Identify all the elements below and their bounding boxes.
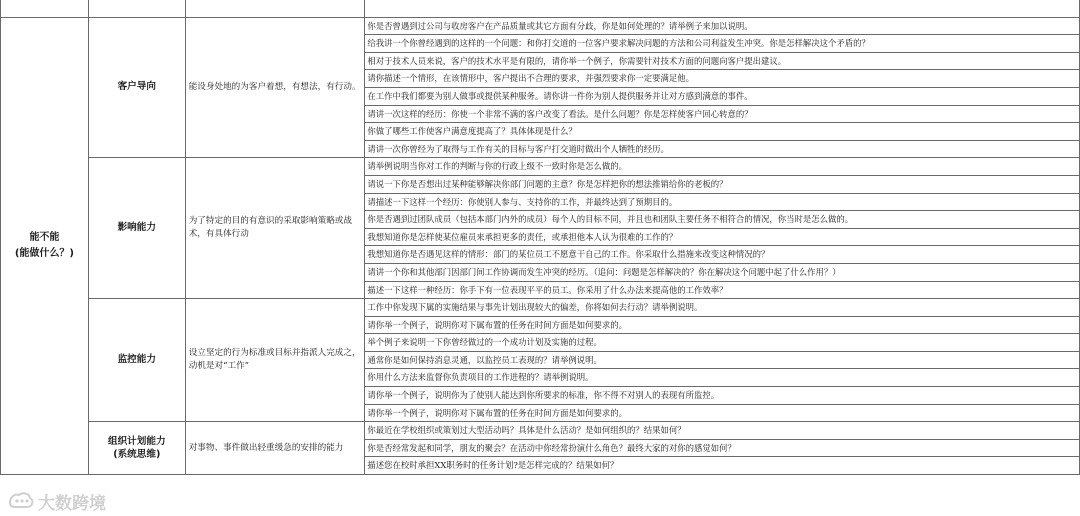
question-cell: 我想知道你是怎样使某位雇员来承担更多的责任，或承担他本人认为很难的工作的？ — [365, 228, 1080, 246]
question-cell: 你做了哪些工作使客户满意度提高了？具体体现是什么？ — [365, 123, 1080, 141]
question-cell: 通常你是如何保持消息灵通，以监控员工表现的？请举例说明。 — [365, 351, 1080, 369]
competency-name-line1: 组织计划能力 — [108, 436, 166, 448]
competency-name: 监控能力 — [88, 299, 185, 422]
table-row — [1, 158, 1080, 176]
table-row — [1, 299, 1080, 317]
blank-cell — [88, 0, 185, 17]
competency-name-line2: (系统思维) — [113, 449, 161, 461]
question-cell: 描述您在校时承担XX职务时的任务计划?是怎样完成的？结果如何？ — [365, 457, 1080, 475]
competency-description: 为了特定的目的有意识的采取影响策略或战术，有具体行动 — [185, 158, 365, 299]
competency-description: 设立坚定的行为标准或目标并指派人完成之，动机是对“工作” — [185, 299, 365, 422]
watermark-text: 大数跨境 — [38, 493, 106, 514]
question-cell: 描述一下这样一种经历：你手下有一位表现平平的员工。你采用了什么办法来提高他的工作效率？ — [365, 281, 1080, 299]
question-cell: 你用什么方法来监督你负责项目的工作进程的？请举例说明。 — [365, 369, 1080, 387]
competency-description: 能设身处地的为客户着想，有想法，有行动。 — [185, 17, 365, 158]
question-cell: 你是否曾遇到过公司与收房客户在产品质量或其它方面有分歧，你是如何处理的？请举例子来加以说明。 — [365, 17, 1080, 35]
question-cell: 请你描述一个情形，在该情形中，客户提出不合理的要求，并强烈要求你一定要满足他。 — [365, 70, 1080, 88]
question-cell: 请你举一个例子，说明你对下属布置的任务在时间方面是如何要求的。 — [365, 404, 1080, 422]
question-cell: 相对于技术人员来说，客户的技术水平是有限的，请你举一个例子，你需要针对技术方面的问题向客户提出建议。 — [365, 52, 1080, 70]
competency-name: 客户导向 — [88, 17, 185, 158]
question-cell: 请描述一下这样一个经历：你使别人参与、支持你的工作，并最终达到了预期目的。 — [365, 193, 1080, 211]
question-cell: 请你举一个例子，说明你对下属布置的任务在时间方面是如何要求的。 — [365, 316, 1080, 334]
question-cell: 在工作中我们都要为别人做事或提供某种服务。请你讲一件你为别人提供服务并让对方感到满意的事件。 — [365, 87, 1080, 105]
main-category-cell — [1, 0, 89, 17]
question-cell: 你最近在学校组织或策划过大型活动吗？具体是什么活动？是如何组织的？结果如何？ — [365, 422, 1080, 440]
question-cell: 请举例说明当你对工作的判断与你的行政上级不一致时你是怎么做的。 — [365, 158, 1080, 176]
main-category-title: 能不能 — [29, 231, 60, 243]
competency-description: 对事物、事件做出轻重缓急的安排的能力 — [185, 422, 365, 475]
question-cell: 请讲一个你和其他部门因部门间工作协调而发生冲突的经历。（追问：问题是怎样解决的？你在解决这个问题中起了什么作用？） — [365, 263, 1080, 281]
main-category-cell — [1, 17, 89, 474]
question-cell: 你是否经常发起和同学，朋友的聚会？在活动中你经常扮演什么角色？最终大家的对你的感觉如何？ — [365, 439, 1080, 457]
table-row — [1, 422, 1080, 440]
question-cell: 你是否遇到过团队成员（包括本部门内外的成员）每个人的目标不同，并且也和团队主要任务不相符合的情况，你当时是怎么做的。 — [365, 211, 1080, 229]
blank-cell — [185, 0, 365, 17]
blank-cell — [365, 0, 1080, 17]
main-category-subtitle: (能做什么？) — [14, 247, 74, 259]
competency-name: 影响能力 — [88, 158, 185, 299]
table-row — [1, 17, 1080, 35]
logo-icon — [8, 491, 34, 511]
question-cell: 工作中你发现下属的实施结果与事先计划出现较大的偏差，你将如何去行动？请举例说明。 — [365, 299, 1080, 317]
question-cell: 请你举一个例子，说明你为了使别人能达到你所要求的标准，你不得不对别人的表现有所监控。 — [365, 387, 1080, 405]
question-cell: 给我讲一个你曾经遇到的这样的一个问题：和你打交道的一位客户要求解决问题的方法和公司利益发生冲突。你是怎样解决这个矛盾的？ — [365, 35, 1080, 53]
watermark — [8, 490, 106, 512]
question-cell: 请讲一次这样的经历：你使一个非常不满的客户改变了看法。是什么问题？你是怎样使客户回心转意的？ — [365, 105, 1080, 123]
question-cell: 请说一下你是否想出过某种能够解决你部门问题的主意？你是怎样把你的想法推销给你的老板的？ — [365, 175, 1080, 193]
question-cell: 我想知道你是否遇见这样的情形：部门的某位员工不愿意干自己的工作。你采取什么措施来改变这种情况的？ — [365, 246, 1080, 264]
top-partial-row — [1, 0, 1080, 17]
question-cell: 请讲一次你曾经为了取得与工作有关的目标与客户打交道时做出个人牺牲的经历。 — [365, 140, 1080, 158]
question-cell: 举个例子来说明一下你曾经做过的一个成功计划及实施的过程。 — [365, 334, 1080, 352]
competency-name — [88, 422, 185, 475]
